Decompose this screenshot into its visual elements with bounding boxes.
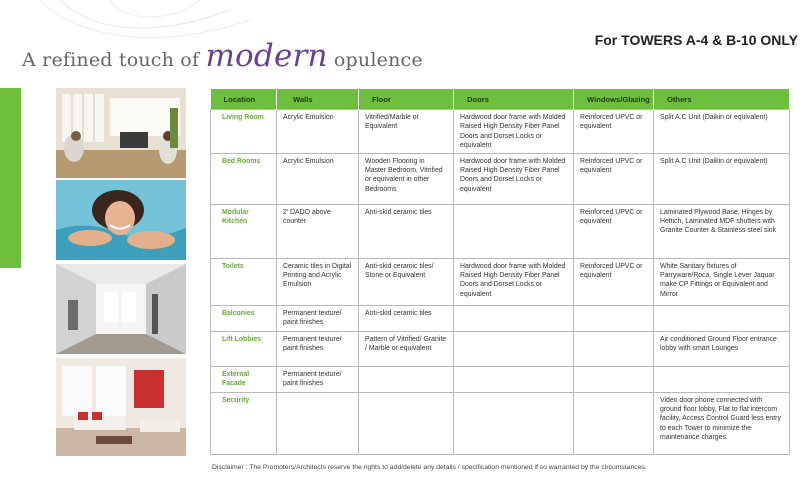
header-others: Others (654, 89, 790, 110)
headline-emphasis: modern (205, 38, 328, 74)
headline-suffix: opulence (333, 49, 423, 71)
row-floor: Pattern of Vitrified/ Granite / Marble or equivalent (359, 331, 454, 366)
row-others: Air conditioned Ground Floor entrance lobby with smart Lounges (654, 331, 790, 366)
row-doors: Hardwood door frame with Molded Raised High Density Fiber Panel Doors and Dorset Locks or equivalent (454, 258, 574, 305)
row-walls: Ceramic tiles in Digital Printing and Acrylic Emulsion (277, 258, 359, 305)
specification-table (210, 89, 790, 455)
pool-photo (56, 180, 186, 260)
row-floor: Anti-skid ceramic tiles (359, 305, 454, 331)
row-floor: Anti-skid ceramic tiles/ Stone or Equivalent (359, 258, 454, 305)
row-others: White Sanitary fixtures of Parryware/Roca. Single Lever Jaquar make CP Fittings or Equivalent and Mirror (654, 258, 790, 305)
row-windows: Reinforced UPVC or equivalent (574, 153, 654, 204)
lounge-photo (56, 358, 186, 456)
row-doors: Hardwood door frame with Molded Raised High Density Fiber Panel Doors and Dorset Locks or equivalent (454, 153, 574, 204)
row-floor: Anti-skid ceramic tiles (359, 204, 454, 258)
row-others: Laminated Plywood Base, Hinges by Hettich, Laminated MDF shutters with Granite Counter & Stainless steel sink (654, 204, 790, 258)
row-doors (454, 305, 574, 331)
table-row (211, 153, 790, 204)
table-row (211, 366, 790, 392)
table-row (211, 110, 790, 154)
table-row (211, 305, 790, 331)
header-walls: Walls (277, 89, 359, 110)
table-row (211, 392, 790, 454)
row-others: Split A.C Unit (Daikin or equivalent) (654, 153, 790, 204)
table-row (211, 331, 790, 366)
row-windows (574, 366, 654, 392)
header-floor: Floor (359, 89, 454, 110)
row-location: Living Room (211, 110, 277, 154)
row-windows (574, 392, 654, 454)
row-walls (277, 392, 359, 454)
accent-bar (0, 88, 21, 268)
row-walls: Permanent texture/ paint finishes (277, 366, 359, 392)
row-windows: Reinforced UPVC or equivalent (574, 204, 654, 258)
row-doors: Hardwood door frame with Molded Raised High Density Fiber Panel Doors and Dorset Locks or equivalent (454, 110, 574, 154)
row-location: Toilets (211, 258, 277, 305)
row-location: Lift Lobbies (211, 331, 277, 366)
row-walls: Permanent texture/ paint finishes (277, 305, 359, 331)
row-windows: Reinforced UPVC or equivalent (574, 258, 654, 305)
header-doors: Doors (454, 89, 574, 110)
table-row (211, 258, 790, 305)
row-doors (454, 331, 574, 366)
header-location: Location (211, 89, 277, 110)
table-header-row (211, 89, 790, 110)
row-floor (359, 392, 454, 454)
row-walls: 2' DADO above counter (277, 204, 359, 258)
row-doors (454, 392, 574, 454)
row-location: Modular Kitchen (211, 204, 277, 258)
row-others: Split A.C Unit (Daikin or equivalent) (654, 110, 790, 154)
row-walls: Permanent texture/ paint finishes (277, 331, 359, 366)
row-others (654, 305, 790, 331)
page-headline (22, 38, 423, 74)
row-walls: Acrylic Emulsion (277, 153, 359, 204)
row-others (654, 366, 790, 392)
row-floor: Wooden Flooring in Master Bedroom, Vitrified or equivalent in other Bedrooms (359, 153, 454, 204)
row-windows: Reinforced UPVC or equivalent (574, 110, 654, 154)
row-floor (359, 366, 454, 392)
row-location: External Facade (211, 366, 277, 392)
row-doors (454, 204, 574, 258)
disclaimer-text: Disclaimer : The Promoters/Architects reserve the rights to add/delete any details / specification mentioned if so warranted by the circumstances. (212, 464, 647, 471)
row-floor: Vitrified/Marble or Equivalent (359, 110, 454, 154)
row-windows (574, 305, 654, 331)
row-location: Balconies (211, 305, 277, 331)
headline-prefix: A refined touch of (22, 49, 200, 71)
row-doors (454, 366, 574, 392)
living-room-photo (56, 88, 186, 178)
row-windows (574, 331, 654, 366)
row-others: Video door phone connected with ground floor lobby, Flat to flat intercom facility, Access Control Guard less entry to each Tower to minimize the maintenance charges. (654, 392, 790, 454)
row-walls: Acrylic Emulsion (277, 110, 359, 154)
table-row (211, 204, 790, 258)
header-windows: Windows/Glazing (574, 89, 654, 110)
hallway-photo (56, 264, 186, 354)
row-location: Security (211, 392, 277, 454)
towers-label: For TOWERS A-4 & B-10 ONLY (594, 32, 798, 48)
row-location: Bed Rooms (211, 153, 277, 204)
